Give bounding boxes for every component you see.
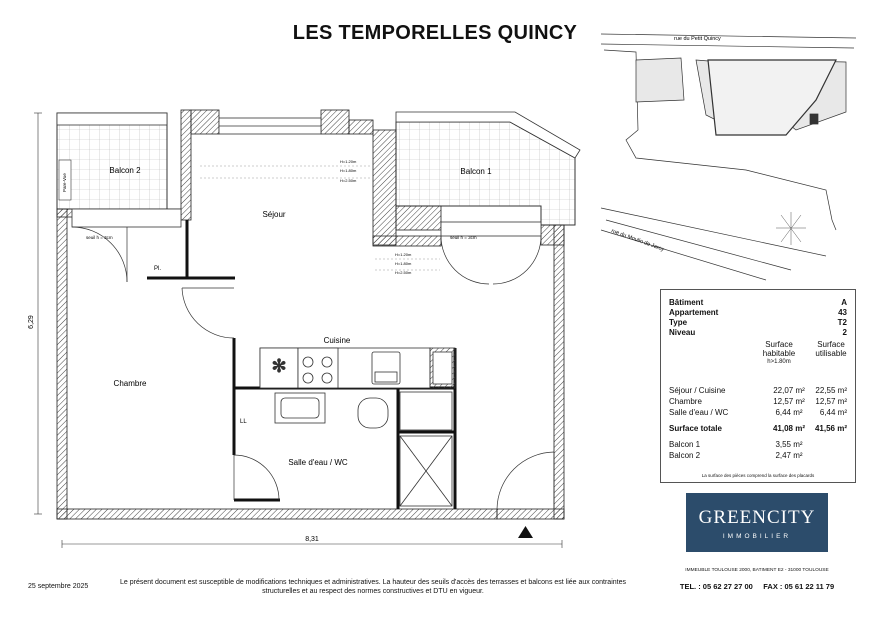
room-label-placard: Pl. — [154, 266, 162, 272]
table-note: La surface des pièces comprend la surface des placards — [701, 473, 815, 478]
row-habitable: 22,07 m² — [773, 386, 805, 395]
row-utilisable: 22,55 m² — [815, 386, 847, 395]
row-label: Salle d'eau / WC — [669, 408, 729, 417]
appartement-label: Appartement — [669, 308, 719, 317]
page-title: LES TEMPORELLES QUINCY — [292, 22, 578, 44]
height-label: H=1.80m — [395, 261, 412, 266]
room-label-sejour: Séjour — [262, 210, 286, 219]
balcon-label: Balcon 1 — [669, 440, 701, 449]
col-habitable-header: Surface habitable — [762, 340, 796, 358]
row-utilisable: 6,44 m² — [819, 408, 847, 417]
niveau-label: Niveau — [669, 328, 696, 337]
logo-city: CITY — [767, 507, 816, 528]
type-value: T2 — [837, 318, 847, 327]
kitchen-counter — [260, 348, 455, 388]
batiment-value: A — [841, 298, 847, 307]
logo-green: GREEN — [698, 507, 767, 528]
street-top-label: rue du Petit Quincy — [674, 36, 721, 42]
seuil-right-label: seuil h = 3cm — [450, 235, 477, 240]
room-label-chambre: Chambre — [113, 379, 147, 388]
row-utilisable: 12,57 m² — [815, 397, 847, 406]
height-label: H=1.20m — [395, 252, 412, 257]
height-label: H=2.50m — [395, 270, 412, 275]
room-label-balcon-1: Balcon 1 — [460, 167, 492, 176]
room-label-cuisine: Cuisine — [323, 336, 351, 345]
row-label: Séjour / Cuisine — [669, 386, 726, 395]
col-habitable-note: h>1.80m — [767, 359, 791, 365]
seuil-left-label: seuil h = 3cm — [86, 235, 113, 240]
street-side-label: rue du Moulin de Jarcy — [610, 228, 665, 253]
batiment-label: Bâtiment — [669, 298, 704, 307]
company-address: IMMEUBLE TOULOUSE 2000, BATIMENT E2 - 31000 TOULOUSE — [685, 568, 829, 573]
height-label: H=2.50m — [340, 178, 357, 183]
type-label: Type — [669, 318, 688, 327]
row-label: Chambre — [669, 397, 702, 406]
total-habitable: 41,08 m² — [772, 424, 806, 433]
row-habitable: 6,44 m² — [775, 408, 803, 417]
company-contact — [672, 582, 842, 591]
total-label: Surface totale — [669, 424, 722, 433]
balcon-value: 3,55 m² — [775, 440, 803, 449]
row-habitable: 12,57 m² — [773, 397, 805, 406]
company-fax: FAX : 05 61 22 11 79 — [763, 582, 835, 591]
north-arrow-icon — [518, 526, 533, 538]
dimension-height: 6,29 — [28, 315, 35, 329]
balcon-value: 2,47 m² — [775, 451, 803, 460]
balcon-2-area — [57, 113, 167, 209]
height-label: H=1.20m — [340, 159, 357, 164]
pare-vue-label: Pare-Vue — [62, 173, 67, 192]
document-date: 25 septembre 2025 — [28, 583, 89, 590]
room-label-salle-eau: Salle d'eau / WC — [288, 458, 348, 467]
surface-table — [660, 289, 856, 483]
room-label-ll: LL — [240, 419, 247, 425]
bathroom-fixtures — [275, 392, 452, 506]
site-plan — [596, 20, 858, 290]
appartement-value: 43 — [838, 308, 847, 317]
company-phone: TEL. : 05 62 27 27 00 — [679, 582, 753, 591]
room-label-balcon-2: Balcon 2 — [109, 166, 141, 175]
dimension-width: 8,31 — [305, 536, 319, 543]
col-utilisable-header: Surface utilisable — [815, 340, 847, 358]
height-label: H=1.80m — [340, 168, 357, 173]
svg-text:✻: ✻ — [271, 356, 287, 376]
greencity-logo — [686, 493, 828, 552]
niveau-value: 2 — [842, 328, 847, 337]
total-utilisable: 41,56 m² — [814, 424, 847, 433]
balcon-label: Balcon 2 — [669, 451, 701, 460]
disclaimer: Le présent document est susceptible de modifications techniques et administratives. La hauteur des seuils d'accès des terrasses et balcons est liée aux contraintes structurelles et au respect des normes constructives et DTU en vigueur. — [119, 579, 626, 595]
logo-sub: IMMOBILIER — [722, 533, 792, 540]
